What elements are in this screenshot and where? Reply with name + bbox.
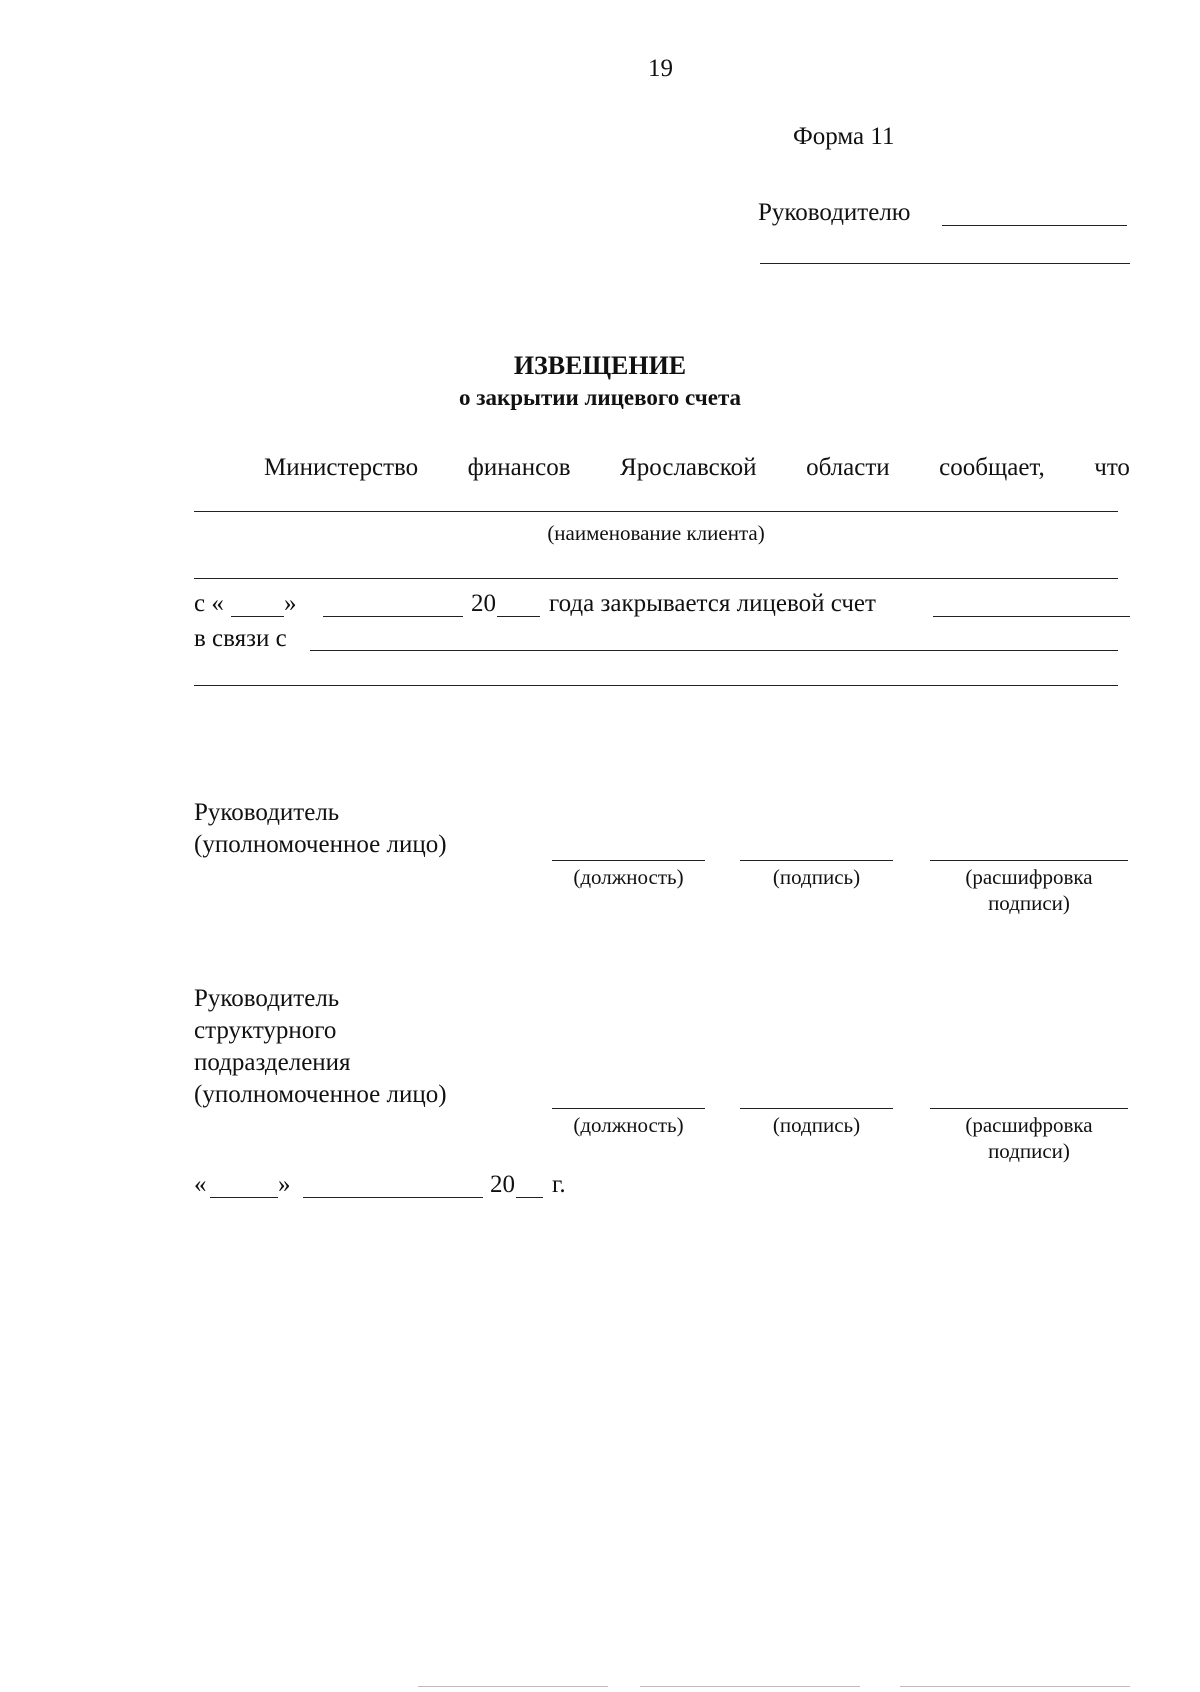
intro-word: финансов [467, 454, 571, 481]
client-caption: (наименование клиента) [547, 521, 765, 545]
date-year-blank [497, 616, 540, 617]
name-decode-caption: подписи) [988, 891, 1070, 915]
signer-title-line: (уполномоченное лицо) [194, 831, 447, 858]
name-decode-caption: (расшифровка [965, 865, 1093, 889]
signer-title-line: структурного [194, 1017, 337, 1044]
client-name-line-2 [194, 578, 1118, 579]
signature-caption: (подпись) [772, 865, 861, 889]
name-decode-caption: (расшифровка [965, 1113, 1093, 1137]
date-year-prefix: 20 [471, 590, 496, 617]
position-caption: (должность) [573, 865, 684, 889]
signer-title-line: (уполномоченное лицо) [194, 1081, 447, 1108]
final-date-day-blank [210, 1197, 278, 1198]
final-date-month-blank [303, 1197, 483, 1198]
position-line [552, 860, 705, 861]
date-close-quote: » [284, 590, 297, 617]
doc-subtitle: о закрытии лицевого счета [458, 385, 742, 410]
addressee-label: Руководителю [758, 199, 911, 226]
intro-word: Ярославской [620, 454, 757, 481]
position-line [552, 1108, 705, 1109]
intro-word: Министерство [264, 454, 419, 481]
date-day-blank [231, 616, 284, 617]
page-number: 19 [648, 55, 673, 82]
signer-title-line: Руководитель [194, 799, 340, 826]
scan-artifact-line [640, 1686, 860, 1687]
date-month-blank [323, 616, 463, 617]
final-date-year: 20 [490, 1171, 515, 1198]
addressee-line-1 [942, 225, 1127, 226]
client-name-line [194, 511, 1118, 512]
final-date-year-blank [516, 1197, 543, 1198]
signature-line [740, 1108, 893, 1109]
date-prefix: с « [194, 590, 224, 617]
addressee-line-2 [760, 263, 1130, 264]
name-decode-line [930, 1108, 1128, 1109]
form-label: Форма 11 [793, 123, 895, 150]
final-date-close-quote: » [278, 1171, 291, 1198]
scan-artifact-line [418, 1686, 608, 1687]
account-number-blank [933, 616, 1130, 617]
reason-line [310, 650, 1118, 651]
position-caption: (должность) [573, 1113, 684, 1137]
date-text: года закрывается лицевой счет [549, 590, 876, 617]
reason-label: в связи с [194, 625, 287, 652]
final-date-suffix: г. [552, 1171, 566, 1198]
signature-caption: (подпись) [772, 1113, 861, 1137]
intro-word: сообщает, [939, 454, 1045, 481]
intro-sentence [264, 453, 1130, 483]
name-decode-line [930, 860, 1128, 861]
doc-title: ИЗВЕЩЕНИЕ [513, 351, 687, 380]
final-date-open-quote: « [194, 1171, 207, 1198]
intro-word: что [1094, 454, 1130, 481]
signer-title-line: Руководитель [194, 985, 340, 1012]
intro-word: области [806, 454, 890, 481]
signature-line [740, 860, 893, 861]
scan-artifact-line [900, 1686, 1130, 1687]
reason-line-2 [194, 685, 1118, 686]
name-decode-caption: подписи) [988, 1139, 1070, 1163]
signer-title-line: подразделения [194, 1049, 351, 1076]
